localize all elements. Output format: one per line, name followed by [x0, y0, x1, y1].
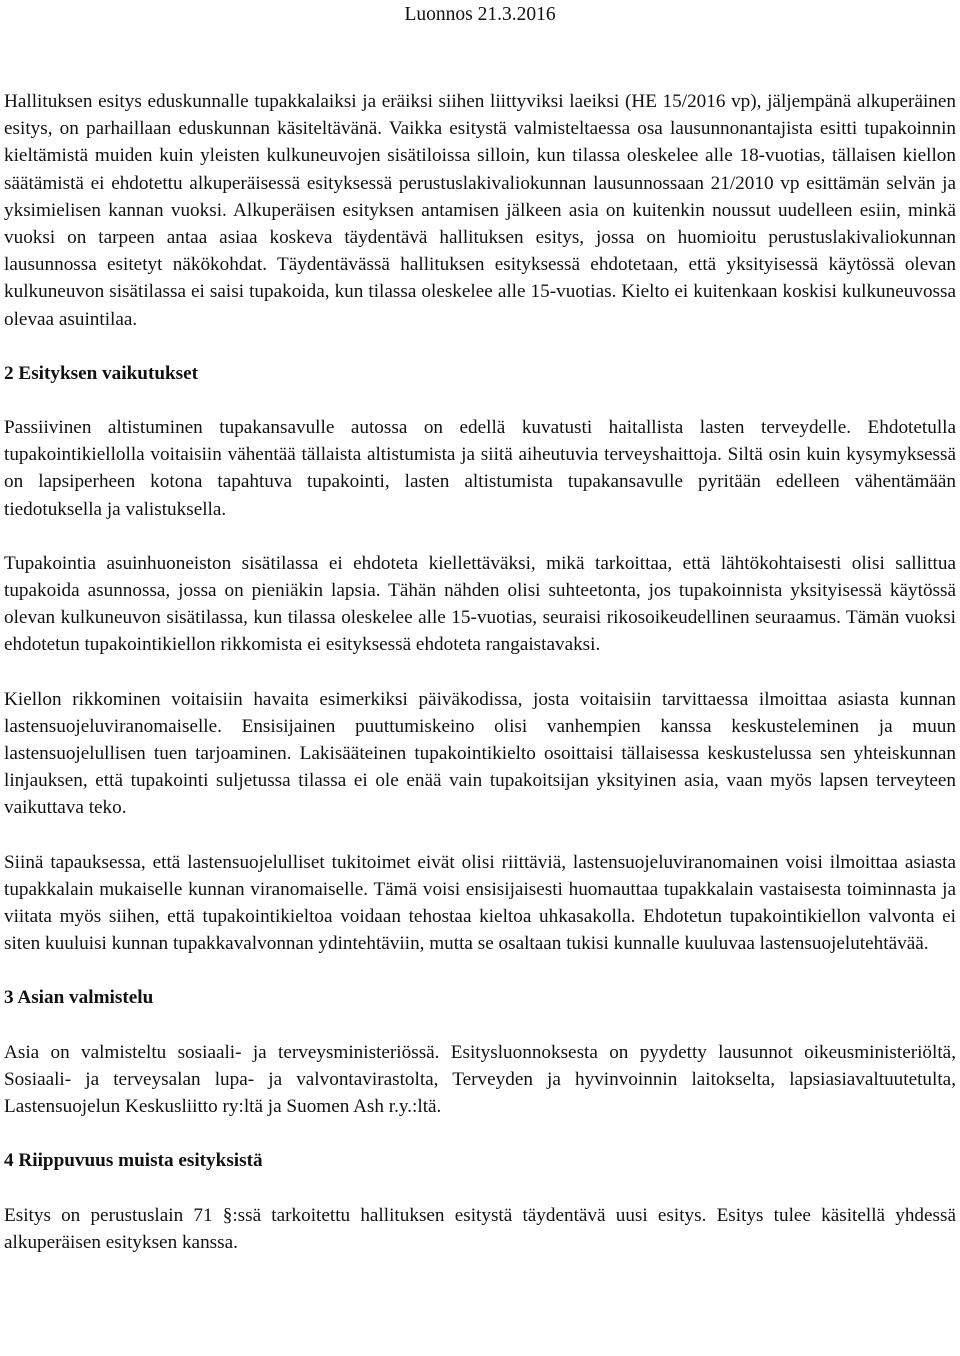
section-heading-dependencies: 4 Riippuvuus muista esityksistä [4, 1150, 263, 1172]
draft-date-header: Luonnos 21.3.2016 [404, 4, 556, 25]
impacts-paragraph-3: Kiellon rikkominen voitaisiin havaita esimerkiksi päiväkodissa, josta voitaisiin tarvittaessa ilmoittaa asiasta kunnan lastensuojeluviranomaiselle. Ensisijainen puuttumiskeino olisi vanhempien kanssa keskusteleminen ja muun lastensuojelullisen tuen tarjoaminen. Lakisääteinen tupakointikielto osoittaisi tällaisessa keskustelussa sen yhteiskunnan linjauksen, että tupakointi suljetussa tilassa ei ole enää vain tupakoitsijan yksityinen asia, vaan myös lapsen terveyteen vaikuttava teko. [4, 688, 956, 819]
impacts-paragraph-4: Siinä tapauksessa, että lastensuojelulliset tukitoimet eivät olisi riittäviä, lastensuojeluviranomainen voisi ilmoittaa asiasta tupakkalain mukaiselle kunnan viranomaiselle. Tämä voisi ensisijaisesti huomauttaa tupakkalain vastaisesta toiminnasta ja viitata myös siihen, että tupakointikieltoa voidaan tehostaa kieltoa uhkasakolla. Ehdotetun tupakointikiellon valvonta ei siten kuuluisi kunnan tupakkavalvonnan ydintehtäviin, mutta se osaltaan tukisi kunnalle kuuluvaa lastensuojelutehtävää. [4, 851, 956, 955]
section-preparation [4, 984, 956, 1120]
impacts-paragraph-1: Passiivinen altistuminen tupakansavulle autossa on edellä kuvatusti haitallista lasten terveydelle. Ehdotetulla tupakointikiellolla voitaisiin vähentää tällaista altistumista ja siitä aiheutuvia terveyshaittoja. Siltä osin kuin kysymyksessä on lapsiperheen kotona tapahtuva tupakointi, lasten altistumista tupakansavulle pyritään edelleen vähentämään tiedotuksella ja valistuksella. [4, 417, 956, 520]
section-dependencies [4, 1147, 956, 1256]
preparation-paragraph: Asia on valmisteltu sosiaali- ja terveysministeriössä. Esitysluonnoksesta on pyydetty lausunnot oikeusministeriöltä, Sosiaali- ja terveysalan lupa- ja valvontavirastolta, Terveyden ja hyvinvoinnin laitokselta, lapsiasiavaltuutetulta, Lastensuojelun Keskusliitto ry:ltä ja Suomen Ash r.y.:ltä. [4, 1041, 956, 1118]
section-heading-preparation: 3 Asian valmistelu [4, 987, 154, 1009]
impacts-paragraph-2: Tupakointia asuinhuoneiston sisätilassa ei ehdoteta kiellettäväksi, mikä tarkoittaa, että lähtökohtaisesti olisi sallittua tupakoida asunnossa, jossa on pieniäkin lapsia. Tähän nähden olisi suhteetonta, jos tupakoinnista yksityisessä käytössä olevan kulkuneuvon sisätilassa, kun tilassa oleskelee alle 15-vuotias, seuraisi rikosoikeudellinen seuraamus. Tämän vuoksi ehdotetun tupakointikiellon rikkomista ei esityksessä ehdoteta rangaistavaksi. [4, 552, 956, 656]
document-body [4, 88, 956, 1256]
section-impacts [4, 360, 956, 958]
section-heading-impacts: 2 Esityksen vaikutukset [4, 362, 199, 384]
dependencies-paragraph: Esitys on perustuslain 71 §:ssä tarkoitettu hallituksen esitystä täydentävä uusi esitys. Esitys tulee käsitellä yhdessä alkuperäisen esityksen kanssa. [4, 1204, 956, 1253]
intro-paragraph: Hallituksen esitys eduskunnalle tupakkalaiksi ja eräiksi siihen liittyviksi laeiksi (HE 15/2016 vp), jäljempänä alkuperäinen esitys, on parhaillaan eduskunnan käsiteltävänä. Vaikka esitystä valmisteltaessa osa lausunnonantajista esitti tupakoinnin kieltämistä muiden kuin yleisten kulkuneuvojen sisätiloissa silloin, kun tilassa oleskelee alle 18-vuotias, tällaisen kiellon säätämistä ei ehdotettu alkuperäisessä esityksessä perustuslakivaliokunnan lausunnossaan 21/2010 vp esittämän selvän ja yksimielisen kannan vuoksi. Alkuperäisen esityksen antamisen jälkeen asia on kuitenkin noussut uudelleen esiin, minkä vuoksi on tarpeen antaa asiaa koskeva täydentävä hallituksen esitys, jossa on huomioitu perustuslakivaliokunnan lausunnossa esitetyt näkökohdat. Täydentävässä hallituksen esityksessä ehdotetaan, että yksityisessä käytössä olevan kulkuneuvon sisätilassa ei saisi tupakoida, kun tilassa oleskelee alle 15-vuotias. Kielto ei kuitenkaan koskisi kulkuneuvossa olevaa asuintilaa. [4, 91, 956, 330]
